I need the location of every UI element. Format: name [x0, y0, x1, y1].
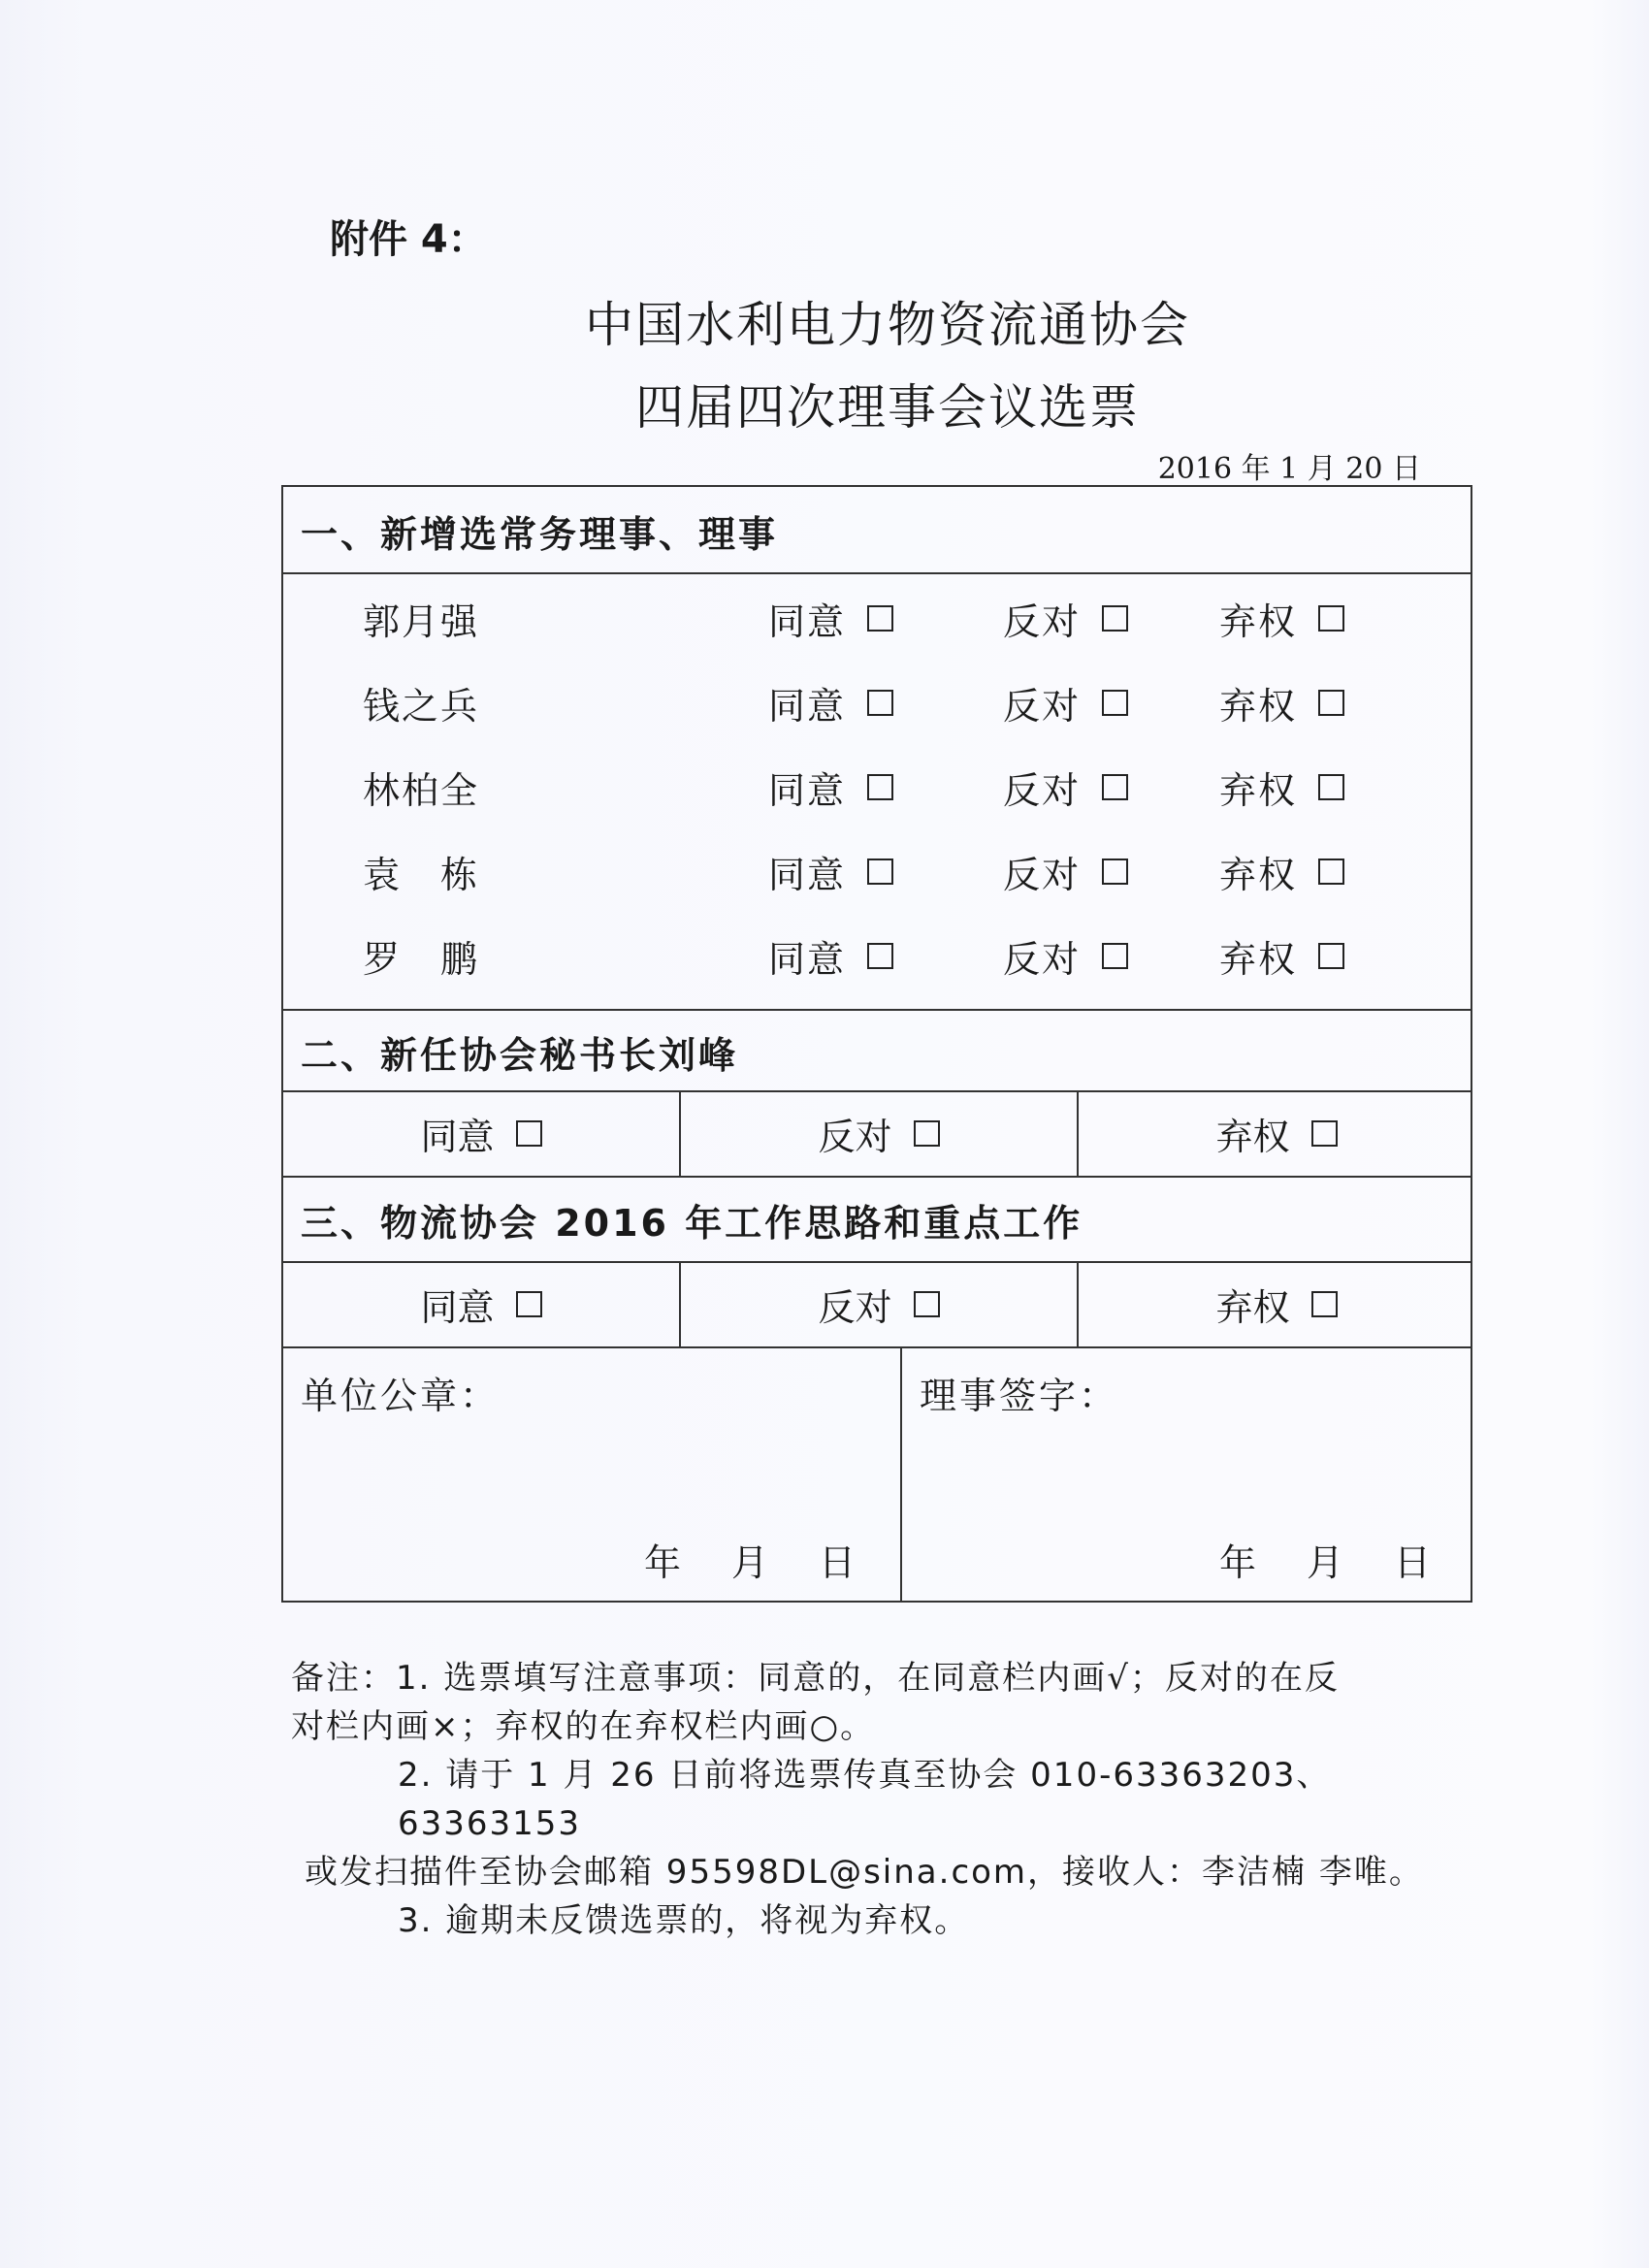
abstain-label: 弃权 — [1219, 685, 1298, 728]
agree-checkbox[interactable] — [516, 1291, 542, 1317]
divider — [283, 1009, 1471, 1011]
abstain-checkbox[interactable] — [1318, 774, 1344, 800]
oppose-label: 反对 — [1003, 685, 1082, 728]
abstain-label: 弃权 — [1215, 1285, 1290, 1329]
agree-checkbox[interactable] — [516, 1120, 542, 1147]
oppose-option[interactable] — [1003, 676, 1128, 729]
abstain-label: 弃权 — [1219, 854, 1298, 896]
oppose-checkbox[interactable] — [914, 1120, 940, 1147]
candidate-row — [283, 929, 1471, 988]
oppose-label: 反对 — [1003, 600, 1082, 643]
section2-title: 二、新任协会秘书长刘峰 — [301, 1034, 739, 1077]
sign-year: 年 — [1219, 1541, 1257, 1584]
agree-label: 同意 — [768, 854, 847, 896]
agree-option[interactable] — [768, 676, 893, 729]
agree-checkbox[interactable] — [867, 859, 893, 885]
director-sign-label: 理事签字： — [920, 1375, 1119, 1417]
oppose-option[interactable] — [1003, 929, 1128, 983]
abstain-option[interactable] — [1079, 1090, 1474, 1176]
note-line: 对栏内画×；弃权的在弃权栏内画○。 — [291, 1707, 876, 1746]
agree-checkbox[interactable] — [867, 690, 893, 716]
oppose-checkbox[interactable] — [1102, 605, 1128, 632]
section1-title: 一、新增选常务理事、理事 — [301, 513, 779, 556]
oppose-option[interactable] — [681, 1261, 1077, 1346]
abstain-checkbox[interactable] — [1311, 1291, 1338, 1317]
document-date: 2016 年 1 月 20 日 — [1157, 452, 1421, 486]
oppose-option[interactable] — [681, 1090, 1077, 1176]
abstain-label: 弃权 — [1219, 769, 1298, 812]
agree-label: 同意 — [768, 938, 847, 981]
oppose-checkbox[interactable] — [1102, 859, 1128, 885]
section3-title: 三、物流协会 2016 年工作思路和重点工作 — [301, 1202, 1083, 1245]
agree-label: 同意 — [420, 1285, 495, 1329]
oppose-checkbox[interactable] — [1102, 943, 1128, 969]
note-line: 或发扫描件至协会邮箱 95598DL@sina.com，接收人：李洁楠 李唯。 — [305, 1853, 1424, 1892]
oppose-option[interactable] — [1003, 761, 1128, 814]
attachment-label: 附件 4： — [330, 217, 487, 262]
divider — [283, 572, 1471, 574]
abstain-option[interactable] — [1219, 592, 1344, 645]
abstain-option[interactable] — [1219, 676, 1344, 729]
abstain-checkbox[interactable] — [1318, 859, 1344, 885]
abstain-checkbox[interactable] — [1318, 690, 1344, 716]
agree-option[interactable] — [283, 1090, 679, 1176]
sign-month: 月 — [1307, 1541, 1344, 1584]
candidate-row — [283, 592, 1471, 650]
candidate-name: 林柏全 — [363, 769, 480, 812]
agree-label: 同意 — [768, 600, 847, 643]
candidate-row — [283, 761, 1471, 819]
seal-day: 日 — [819, 1541, 857, 1584]
unit-seal-label: 单位公章： — [301, 1375, 501, 1417]
oppose-checkbox[interactable] — [914, 1291, 940, 1317]
candidate-name: 郭月强 — [363, 600, 480, 643]
abstain-checkbox[interactable] — [1311, 1120, 1338, 1147]
agree-label: 同意 — [420, 1115, 495, 1158]
abstain-checkbox[interactable] — [1318, 605, 1344, 632]
abstain-label: 弃权 — [1215, 1115, 1290, 1158]
agree-label: 同意 — [768, 769, 847, 812]
oppose-checkbox[interactable] — [1102, 690, 1128, 716]
oppose-label: 反对 — [1003, 854, 1082, 896]
note-line: 备注：1. 选票填写注意事项：同意的，在同意栏内画√；反对的在反 — [291, 1659, 1340, 1698]
oppose-option[interactable] — [1003, 845, 1128, 898]
agree-checkbox[interactable] — [867, 943, 893, 969]
seal-month: 月 — [731, 1541, 769, 1584]
divider — [283, 1346, 1471, 1348]
agree-label: 同意 — [768, 685, 847, 728]
agree-checkbox[interactable] — [867, 605, 893, 632]
oppose-label: 反对 — [818, 1115, 892, 1158]
agree-option[interactable] — [768, 929, 893, 983]
abstain-label: 弃权 — [1219, 600, 1298, 643]
candidate-name: 罗 鹏 — [363, 938, 480, 981]
agree-option[interactable] — [768, 592, 893, 645]
abstain-option[interactable] — [1219, 929, 1344, 983]
notes — [291, 1654, 1484, 1945]
divider — [900, 1346, 902, 1603]
oppose-label: 反对 — [1003, 769, 1082, 812]
abstain-checkbox[interactable] — [1318, 943, 1344, 969]
seal-year: 年 — [644, 1541, 682, 1584]
abstain-option[interactable] — [1079, 1261, 1474, 1346]
note-line: 2. 请于 1 月 26 日前将选票传真至协会 010-63363203、63363153 — [398, 1756, 1332, 1843]
oppose-label: 反对 — [818, 1285, 892, 1329]
abstain-label: 弃权 — [1219, 938, 1298, 981]
ballot-form — [281, 485, 1472, 1603]
note-line: 3. 逾期未反馈选票的，将视为弃权。 — [398, 1901, 970, 1940]
oppose-option[interactable] — [1003, 592, 1128, 645]
sign-day: 日 — [1394, 1541, 1432, 1584]
agree-option[interactable] — [283, 1261, 679, 1346]
agree-option[interactable] — [768, 845, 893, 898]
agree-checkbox[interactable] — [867, 774, 893, 800]
abstain-option[interactable] — [1219, 761, 1344, 814]
candidate-row — [283, 676, 1471, 734]
abstain-option[interactable] — [1219, 845, 1344, 898]
oppose-label: 反对 — [1003, 938, 1082, 981]
agree-option[interactable] — [768, 761, 893, 814]
divider — [283, 1176, 1471, 1178]
candidate-name: 袁 栋 — [363, 854, 480, 896]
oppose-checkbox[interactable] — [1102, 774, 1128, 800]
document-title-line2: 四届四次理事会议选票 — [635, 379, 1140, 436]
candidate-row — [283, 845, 1471, 903]
document-title-line1: 中国水利电力物资流通协会 — [585, 297, 1190, 353]
candidate-name: 钱之兵 — [363, 685, 480, 728]
